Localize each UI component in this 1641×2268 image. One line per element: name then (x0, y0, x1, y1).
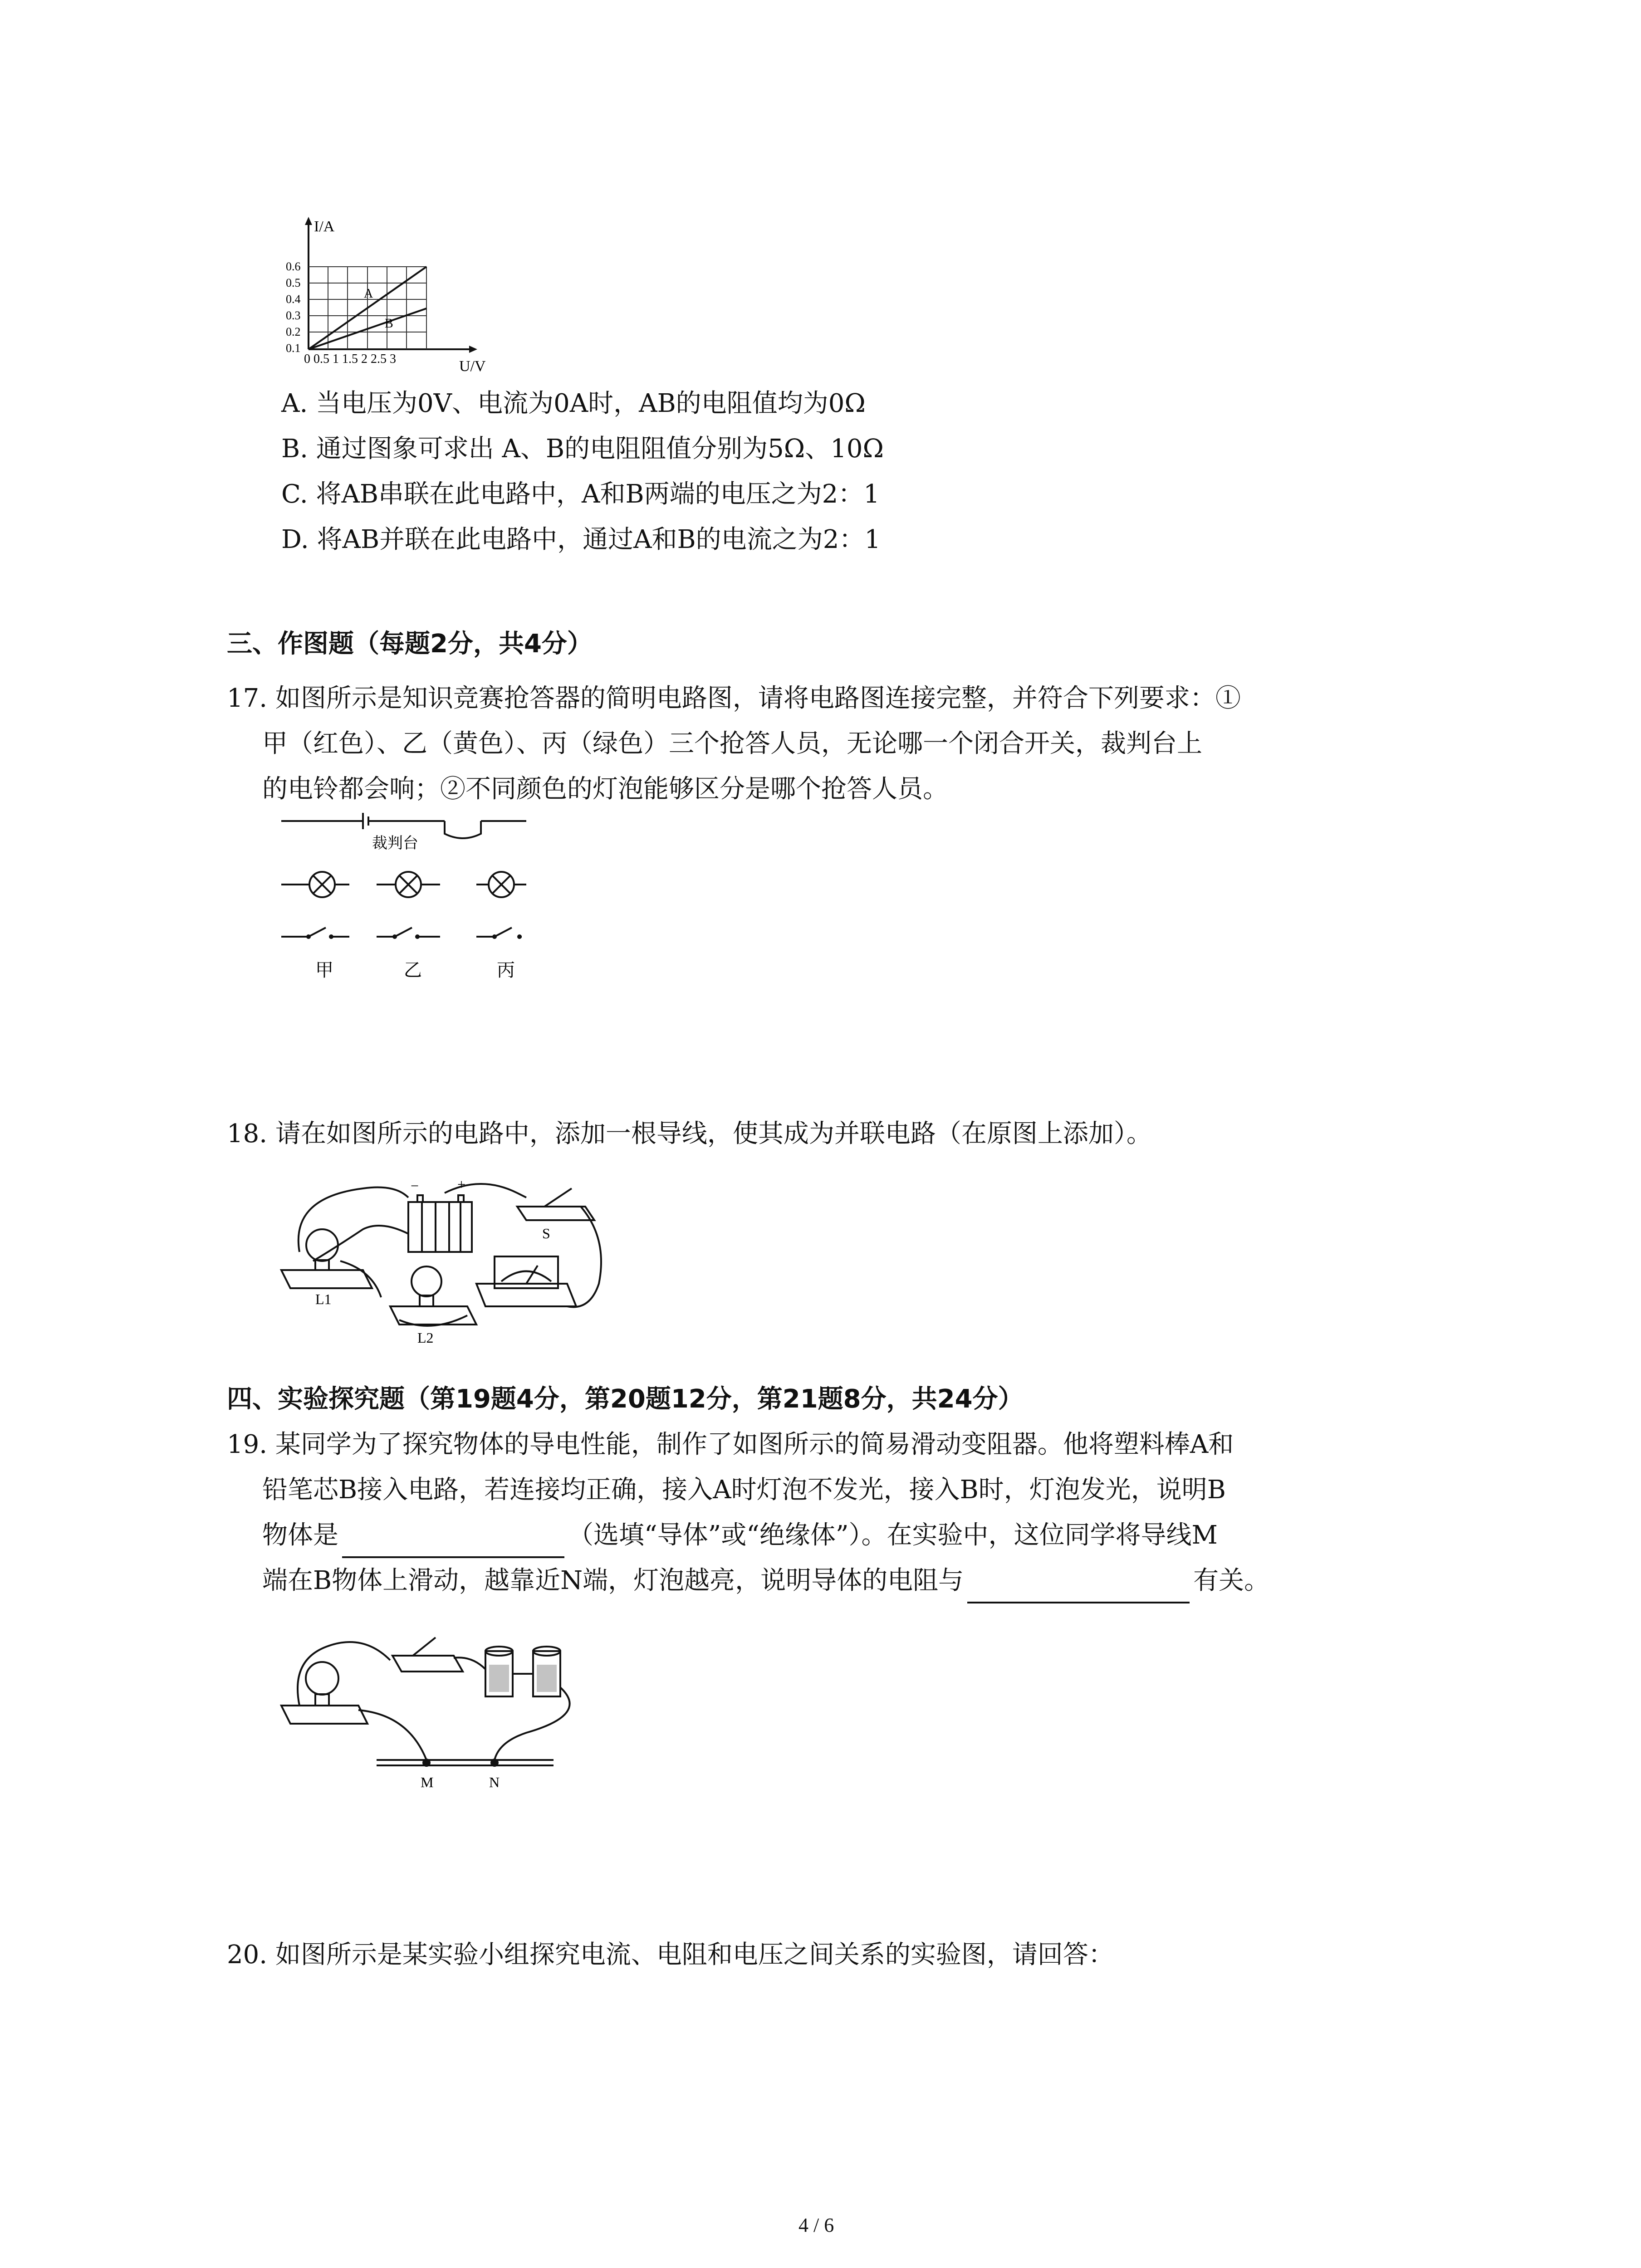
player-bing-label: 丙 (497, 960, 515, 981)
y-tick: 0.4 (286, 293, 301, 306)
line-a-label: A (364, 287, 373, 301)
iu-graph (272, 213, 508, 376)
q20-text: 20. 如图所示是某实验小组探究电流、电阻和电压之间关系的实验图，请回答： (227, 1940, 1114, 1970)
q19-line-2: 铅笔芯B接入电路，若连接均正确，接入A时灯泡不发光，接入B时，灯泡发光，说明B (262, 1475, 1226, 1505)
parallel-circuit-figure (272, 1170, 617, 1361)
player-yi-label: 乙 (404, 960, 422, 981)
lamp-label-l2: L2 (417, 1330, 434, 1346)
y-tick: 0.3 (286, 309, 301, 322)
y-axis-label: I/A (314, 218, 335, 235)
lamp-label-l1: L1 (315, 1291, 332, 1307)
quiz-circuit-diagram (272, 807, 544, 989)
q16-option-c: C. 将AB串联在此电路中，A和B两端的电压之为2：1 (281, 479, 880, 509)
y-tick: 0.5 (286, 276, 301, 289)
section-3-heading: 三、作图题（每题2分，共4分） (227, 629, 593, 659)
q19-line-4 (262, 1558, 1269, 1603)
x-axis-label: U/V (459, 358, 486, 375)
page-number: 4 / 6 (798, 2214, 834, 2236)
q16-option-a: A. 当电压为0V、电流为0A时，AB的电阻值均为0Ω (281, 389, 866, 418)
y-tick: 0.6 (286, 260, 301, 273)
q17-line-1: 17. 如图所示是知识竞赛抢答器的简明电路图，请将电路图连接完整，并符合下列要求：① (227, 684, 1241, 713)
q19-line-1: 19. 某同学为了探究物体的导电性能，制作了如图所示的简易滑动变阻器。他将塑料棒A和 (227, 1430, 1234, 1459)
section-4-heading: 四、实验探究题（第19题4分，第20题12分，第21题8分，共24分） (227, 1384, 1024, 1414)
point-m-label: M (421, 1774, 434, 1790)
answer-blank-1[interactable] (342, 1529, 564, 1558)
q19-line-4-end: 有关。 (1193, 1566, 1270, 1595)
answer-blank-2[interactable] (967, 1574, 1190, 1603)
q16-option-b: B. 通过图象可求出 A、B的电阻阻值分别为5Ω、10Ω (281, 434, 884, 464)
q16-option-d: D. 将AB并联在此电路中，通过A和B的电流之为2：1 (281, 525, 881, 554)
q17-line-3: 的电铃都会响；②不同颜色的灯泡能够区分是哪个抢答人员。 (262, 774, 948, 804)
q18-text: 18. 请在如图所示的电路中，添加一根导线，使其成为并联电路（在原图上添加）。 (227, 1119, 1152, 1149)
line-b-label: B (385, 317, 393, 331)
q19-line-3-end: （选填“导体”或“绝缘体”）。在实验中，这位同学将导线M (568, 1520, 1218, 1550)
q17-line-2: 甲（红色）、乙（黄色）、丙（绿色）三个抢答人员，无论哪一个闭合开关，裁判台上 (262, 729, 1202, 758)
y-tick: 0.1 (286, 342, 301, 355)
switch-label-s: S (542, 1225, 550, 1242)
battery-plus: + (457, 1176, 466, 1193)
judge-table-label: 裁判台 (372, 834, 418, 852)
x-ticks: 0 0.5 1 1.5 2 2.5 3 (304, 352, 396, 366)
q19-line-4-start: 端在B物体上滑动，越靠近N端，灯泡越亮，说明导体的电阻与 (262, 1566, 964, 1595)
q19-line-3 (262, 1513, 1218, 1558)
battery-minus: − (411, 1178, 419, 1194)
point-n-label: N (489, 1774, 500, 1790)
player-jia-label: 甲 (315, 960, 333, 981)
y-tick: 0.2 (286, 325, 301, 338)
q19-line-3-start: 物体是 (262, 1520, 338, 1550)
slide-rheostat-figure (272, 1615, 599, 1796)
